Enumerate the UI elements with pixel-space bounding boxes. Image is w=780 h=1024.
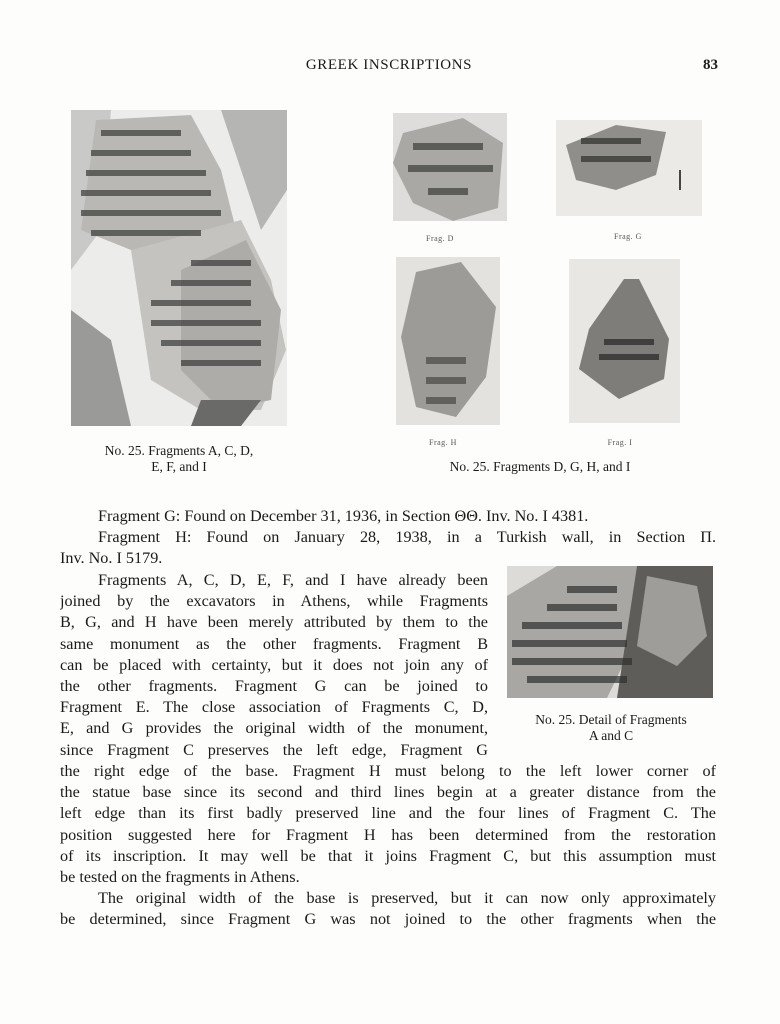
photo-detail-fragments-a-c [507,566,713,698]
caption-right: No. 25. Fragments D, G, H, and I [449,459,631,474]
text-line: position suggested here for Fragment H has been determined from the restoration [60,825,716,844]
caption-detail-line1: No. 25. Detail of Fragments [535,712,687,727]
caption-left [74,443,284,475]
running-title: GREEK INSCRIPTIONS [305,57,473,73]
text-line: Fragments A, C, D, E, F, and I have already been [98,571,488,589]
text-line: the other fragments. Fragment G can be joined to [60,676,488,695]
text-line: be tested on the fragments in Athens. [60,867,300,886]
text-line: the right edge of the base. Fragment H must belong to the left lower corner of [60,762,716,780]
paragraph-fragment-g: Fragment G: Found on December 31, 1936, in Section ΘΘ. Inv. No. I 4381. [98,507,589,525]
paragraph-fragment-g-h [60,506,716,570]
caption-detail [506,712,716,744]
text-line: B, G, and H have been merely attributed by them to the [60,613,488,632]
text-line: joined by the excavators in Athens, while Fragments [60,592,488,611]
photo-fragments-acdefi [71,110,287,426]
text-line: can be placed with certainty, but it does not join any of [60,655,488,674]
text-line: the statue base since its second and third lines begin at a greater distance from the [60,783,716,802]
label-frag-h: Frag. H [429,438,457,447]
paragraph-joins-full [60,761,716,931]
caption-left-line1: No. 25. Fragments A, C, D, [104,443,254,458]
label-frag-g: Frag. G [614,232,642,241]
page-number: 83 [703,57,718,73]
running-head [60,57,718,77]
text-line: same monument as the other fragments. Fragment B [60,634,488,653]
paragraph-fragment-h-line2: Inv. No. I 5179. [60,549,163,568]
text-line: of its inscription. It may well be that it joins Fragment C, but this assumption must [60,846,716,865]
text-line: since Fragment C preserves the left edge, Fragment G [60,740,488,759]
text-line: left edge than its first badly preserved line and the four lines of Fragment C. The [60,804,716,823]
caption-detail-line2: A and C [588,728,634,743]
text-line: The original width of the base is preserved, but it can now only approximately [98,889,716,908]
photo-fragment-d [393,113,507,221]
text-line: be determined, since Fragment G was not joined to the other fragments when the [60,910,716,929]
paragraph-joins-narrow [60,570,488,761]
label-frag-d: Frag. D [426,234,454,243]
text-line: Fragment E. The close association of Fragments C, D, [60,698,488,717]
caption-left-line2: E, F, and I [151,459,207,474]
text-line: E, and G provides the original width of the monument, [60,719,488,738]
paragraph-fragment-h-line1: Fragment H: Found on January 28, 1938, in a Turkish wall, in Section Π. [98,528,716,547]
photo-fragment-i [569,259,680,423]
label-frag-i: Frag. I [607,438,633,447]
photo-fragment-h [396,257,500,425]
photo-fragment-g [556,120,702,216]
